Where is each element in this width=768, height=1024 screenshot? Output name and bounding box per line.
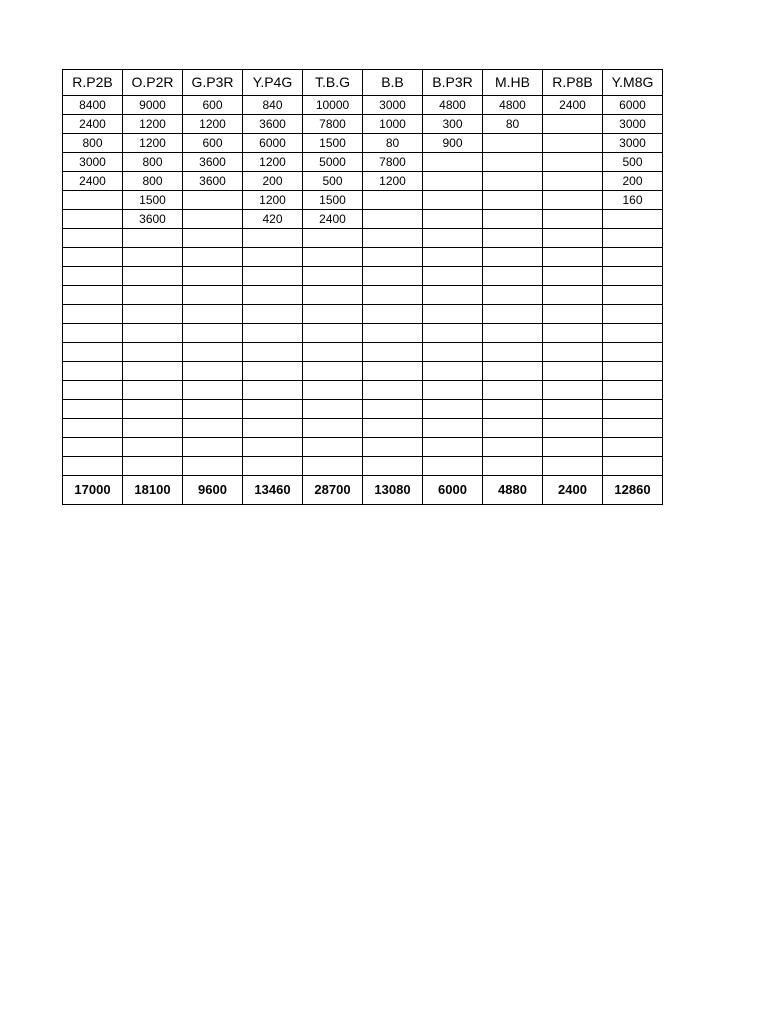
column-header[interactable]: R.P8B [543, 70, 603, 96]
table-cell[interactable] [303, 381, 363, 400]
table-cell[interactable] [63, 362, 123, 381]
table-row [63, 419, 663, 438]
table-cell[interactable]: 6000 [243, 134, 303, 153]
table-cell[interactable] [603, 381, 663, 400]
table-cell[interactable] [543, 153, 603, 172]
table-cell[interactable] [543, 210, 603, 229]
total-cell[interactable]: 17000 [63, 476, 123, 505]
table-cell[interactable] [183, 286, 243, 305]
table-cell[interactable] [603, 324, 663, 343]
table-row [63, 172, 663, 191]
table-cell[interactable] [543, 362, 603, 381]
table-cell[interactable]: 200 [243, 172, 303, 191]
table-cell[interactable] [303, 324, 363, 343]
table-cell[interactable] [423, 210, 483, 229]
table-cell[interactable] [243, 229, 303, 248]
table-cell[interactable] [363, 400, 423, 419]
header-row [63, 70, 663, 96]
table-cell[interactable]: 9000 [123, 96, 183, 115]
table-cell[interactable] [363, 267, 423, 286]
table-cell[interactable]: 1200 [123, 115, 183, 134]
table-cell[interactable] [63, 438, 123, 457]
table-cell[interactable] [183, 210, 243, 229]
table-cell[interactable] [123, 267, 183, 286]
table-cell[interactable] [363, 457, 423, 476]
table-cell[interactable] [543, 229, 603, 248]
table-row [63, 115, 663, 134]
table-row [63, 191, 663, 210]
table-cell[interactable] [183, 419, 243, 438]
table-cell[interactable] [423, 419, 483, 438]
table-cell[interactable] [423, 267, 483, 286]
table-cell[interactable] [543, 248, 603, 267]
table-cell[interactable] [483, 210, 543, 229]
total-cell[interactable]: 9600 [183, 476, 243, 505]
table-cell[interactable] [423, 172, 483, 191]
table-cell[interactable] [183, 324, 243, 343]
table-cell[interactable]: 500 [303, 172, 363, 191]
table-cell[interactable] [423, 343, 483, 362]
table-cell[interactable] [603, 267, 663, 286]
table-cell[interactable] [423, 229, 483, 248]
table-cell[interactable]: 840 [243, 96, 303, 115]
table-cell[interactable]: 420 [243, 210, 303, 229]
table-cell[interactable] [603, 229, 663, 248]
table-cell[interactable] [603, 248, 663, 267]
table-cell[interactable]: 900 [423, 134, 483, 153]
table-cell[interactable]: 1200 [123, 134, 183, 153]
table-cell[interactable] [183, 362, 243, 381]
table-cell[interactable]: 3600 [183, 153, 243, 172]
column-header[interactable]: B.B [363, 70, 423, 96]
table-cell[interactable] [423, 324, 483, 343]
total-cell[interactable]: 13460 [243, 476, 303, 505]
table-cell[interactable] [423, 248, 483, 267]
table-cell[interactable]: 1500 [303, 134, 363, 153]
table-cell[interactable] [483, 229, 543, 248]
table-cell[interactable] [603, 210, 663, 229]
table-cell[interactable] [483, 267, 543, 286]
table-cell[interactable] [543, 457, 603, 476]
table-cell[interactable]: 4800 [423, 96, 483, 115]
table-cell[interactable] [603, 400, 663, 419]
column-header[interactable]: R.P2B [63, 70, 123, 96]
table-cell[interactable] [123, 324, 183, 343]
table-cell[interactable] [243, 400, 303, 419]
column-header[interactable]: Y.P4G [243, 70, 303, 96]
table-cell[interactable] [123, 248, 183, 267]
total-cell[interactable]: 4880 [483, 476, 543, 505]
table-cell[interactable] [243, 343, 303, 362]
table-cell[interactable] [483, 362, 543, 381]
table-cell[interactable] [543, 267, 603, 286]
table-row [63, 96, 663, 115]
table-cell[interactable] [423, 362, 483, 381]
table-cell[interactable] [183, 438, 243, 457]
table-cell[interactable] [483, 134, 543, 153]
table-cell[interactable] [543, 419, 603, 438]
table-cell[interactable] [483, 457, 543, 476]
table-cell[interactable]: 600 [183, 96, 243, 115]
total-cell[interactable]: 6000 [423, 476, 483, 505]
table-row [63, 134, 663, 153]
table-cell[interactable] [303, 419, 363, 438]
table-cell[interactable] [243, 438, 303, 457]
table-cell[interactable] [243, 362, 303, 381]
table-cell[interactable]: 1500 [303, 191, 363, 210]
table-cell[interactable]: 1500 [123, 191, 183, 210]
table-cell[interactable]: 1200 [363, 172, 423, 191]
table-cell[interactable] [243, 419, 303, 438]
table-cell[interactable] [183, 305, 243, 324]
table-cell[interactable] [183, 267, 243, 286]
table-cell[interactable] [63, 324, 123, 343]
table-cell[interactable] [423, 438, 483, 457]
table-cell[interactable]: 1200 [183, 115, 243, 134]
table-cell[interactable] [123, 229, 183, 248]
table-cell[interactable] [243, 457, 303, 476]
table-cell[interactable]: 4800 [483, 96, 543, 115]
table-cell[interactable]: 3000 [363, 96, 423, 115]
table-body [63, 96, 663, 505]
table-cell[interactable] [543, 438, 603, 457]
table-cell[interactable] [363, 305, 423, 324]
table-cell[interactable] [63, 229, 123, 248]
table-cell[interactable]: 800 [63, 134, 123, 153]
table-row [63, 400, 663, 419]
table-cell[interactable] [303, 400, 363, 419]
table-cell[interactable] [603, 438, 663, 457]
table-cell[interactable] [603, 457, 663, 476]
table-cell[interactable] [303, 362, 363, 381]
table-cell[interactable] [63, 457, 123, 476]
table-cell[interactable] [603, 343, 663, 362]
table-cell[interactable] [483, 172, 543, 191]
table-cell[interactable] [243, 286, 303, 305]
table-cell[interactable]: 3600 [243, 115, 303, 134]
column-header[interactable]: O.P2R [123, 70, 183, 96]
table-row [63, 438, 663, 457]
table-cell[interactable] [183, 343, 243, 362]
table-cell[interactable] [423, 381, 483, 400]
table-row [63, 267, 663, 286]
table-cell[interactable] [243, 267, 303, 286]
table-cell[interactable] [543, 305, 603, 324]
table-cell[interactable] [483, 438, 543, 457]
table-cell[interactable] [423, 191, 483, 210]
table-cell[interactable]: 10000 [303, 96, 363, 115]
table-cell[interactable] [183, 381, 243, 400]
table-row [63, 324, 663, 343]
table-cell[interactable]: 600 [183, 134, 243, 153]
table-cell[interactable] [363, 343, 423, 362]
table-cell[interactable]: 80 [363, 134, 423, 153]
table-cell[interactable]: 3600 [123, 210, 183, 229]
table-cell[interactable] [363, 419, 423, 438]
table-cell[interactable] [603, 286, 663, 305]
table-cell[interactable] [123, 381, 183, 400]
table-row [63, 248, 663, 267]
table-cell[interactable]: 3600 [183, 172, 243, 191]
table-cell[interactable] [243, 381, 303, 400]
table-cell[interactable] [63, 286, 123, 305]
table-cell[interactable] [423, 457, 483, 476]
table-cell[interactable] [303, 229, 363, 248]
table-cell[interactable] [363, 191, 423, 210]
total-cell[interactable]: 28700 [303, 476, 363, 505]
table-cell[interactable]: 1200 [243, 191, 303, 210]
table-cell[interactable] [483, 248, 543, 267]
table-row [63, 381, 663, 400]
table-cell[interactable] [543, 115, 603, 134]
table-cell[interactable] [183, 191, 243, 210]
table-cell[interactable]: 2400 [63, 115, 123, 134]
table-cell[interactable] [243, 248, 303, 267]
table-cell[interactable] [603, 362, 663, 381]
table-cell[interactable]: 800 [123, 153, 183, 172]
table-cell[interactable]: 3000 [603, 115, 663, 134]
table-cell[interactable]: 3000 [603, 134, 663, 153]
table-cell[interactable]: 300 [423, 115, 483, 134]
table-cell[interactable] [543, 343, 603, 362]
table-cell[interactable] [483, 400, 543, 419]
column-header[interactable]: T.B.G [303, 70, 363, 96]
table-cell[interactable]: 3000 [63, 153, 123, 172]
table-cell[interactable] [483, 381, 543, 400]
table-cell[interactable]: 5000 [303, 153, 363, 172]
table-cell[interactable] [543, 172, 603, 191]
table-cell[interactable] [363, 248, 423, 267]
table-cell[interactable]: 2400 [63, 172, 123, 191]
table-cell[interactable]: 500 [603, 153, 663, 172]
table-cell[interactable] [423, 305, 483, 324]
table-cell[interactable] [303, 248, 363, 267]
table-cell[interactable] [63, 267, 123, 286]
table-cell[interactable] [483, 419, 543, 438]
table-cell[interactable] [363, 286, 423, 305]
column-header[interactable]: B.P3R [423, 70, 483, 96]
spreadsheet-table [62, 69, 663, 505]
table-cell[interactable] [543, 324, 603, 343]
table-cell[interactable] [123, 400, 183, 419]
table-cell[interactable] [123, 362, 183, 381]
table-row [63, 343, 663, 362]
table-cell[interactable] [543, 400, 603, 419]
table-cell[interactable]: 200 [603, 172, 663, 191]
totals-row [63, 476, 663, 505]
table-cell[interactable] [183, 457, 243, 476]
table-cell[interactable] [603, 419, 663, 438]
table-cell[interactable] [363, 229, 423, 248]
table-cell[interactable] [483, 153, 543, 172]
table-cell[interactable]: 1200 [243, 153, 303, 172]
table-cell[interactable] [363, 381, 423, 400]
table-cell[interactable] [303, 305, 363, 324]
table-cell[interactable] [63, 210, 123, 229]
table-cell[interactable] [483, 286, 543, 305]
table-cell[interactable] [123, 438, 183, 457]
table-cell[interactable] [243, 305, 303, 324]
table-row [63, 229, 663, 248]
table-cell[interactable]: 7800 [363, 153, 423, 172]
table-cell[interactable] [543, 134, 603, 153]
table-cell[interactable]: 160 [603, 191, 663, 210]
table-cell[interactable]: 8400 [63, 96, 123, 115]
table-row [63, 210, 663, 229]
table-cell[interactable] [543, 286, 603, 305]
table-row [63, 457, 663, 476]
table-cell[interactable] [603, 305, 663, 324]
table-row [63, 305, 663, 324]
table-cell[interactable] [123, 419, 183, 438]
table-cell[interactable] [63, 400, 123, 419]
table-cell[interactable] [483, 343, 543, 362]
column-header[interactable]: Y.M8G [603, 70, 663, 96]
table-row [63, 286, 663, 305]
table-cell[interactable] [303, 286, 363, 305]
table-cell[interactable]: 800 [123, 172, 183, 191]
table-cell[interactable] [123, 457, 183, 476]
table-cell[interactable] [363, 362, 423, 381]
table-cell[interactable]: 7800 [303, 115, 363, 134]
table-cell[interactable] [183, 229, 243, 248]
table-cell[interactable] [423, 286, 483, 305]
table-cell[interactable]: 2400 [303, 210, 363, 229]
column-header[interactable]: M.HB [483, 70, 543, 96]
table-row [63, 153, 663, 172]
table-cell[interactable] [63, 343, 123, 362]
table-cell[interactable] [243, 324, 303, 343]
table-cell[interactable]: 6000 [603, 96, 663, 115]
table-cell[interactable] [63, 381, 123, 400]
table-cell[interactable] [123, 286, 183, 305]
table-cell[interactable] [363, 438, 423, 457]
table-cell[interactable] [543, 191, 603, 210]
table-cell[interactable] [423, 153, 483, 172]
table-cell[interactable] [63, 248, 123, 267]
table-cell[interactable] [303, 438, 363, 457]
table-cell[interactable] [303, 343, 363, 362]
table-cell[interactable]: 1000 [363, 115, 423, 134]
table-cell[interactable] [183, 400, 243, 419]
table-cell[interactable] [423, 400, 483, 419]
total-cell[interactable]: 2400 [543, 476, 603, 505]
table-row [63, 362, 663, 381]
table-cell[interactable]: 80 [483, 115, 543, 134]
total-cell[interactable]: 18100 [123, 476, 183, 505]
total-cell[interactable]: 13080 [363, 476, 423, 505]
table-cell[interactable] [303, 267, 363, 286]
table-cell[interactable] [183, 248, 243, 267]
table-cell[interactable] [303, 457, 363, 476]
table-cell[interactable] [123, 343, 183, 362]
table-cell[interactable] [363, 324, 423, 343]
table-cell[interactable] [63, 419, 123, 438]
table-cell[interactable] [363, 210, 423, 229]
table-cell[interactable] [483, 324, 543, 343]
table-cell[interactable] [63, 305, 123, 324]
table-cell[interactable] [483, 191, 543, 210]
table-cell[interactable] [123, 305, 183, 324]
table-cell[interactable] [63, 191, 123, 210]
column-header[interactable]: G.P3R [183, 70, 243, 96]
table-cell[interactable]: 2400 [543, 96, 603, 115]
total-cell[interactable]: 12860 [603, 476, 663, 505]
table-cell[interactable] [483, 305, 543, 324]
table-cell[interactable] [543, 381, 603, 400]
